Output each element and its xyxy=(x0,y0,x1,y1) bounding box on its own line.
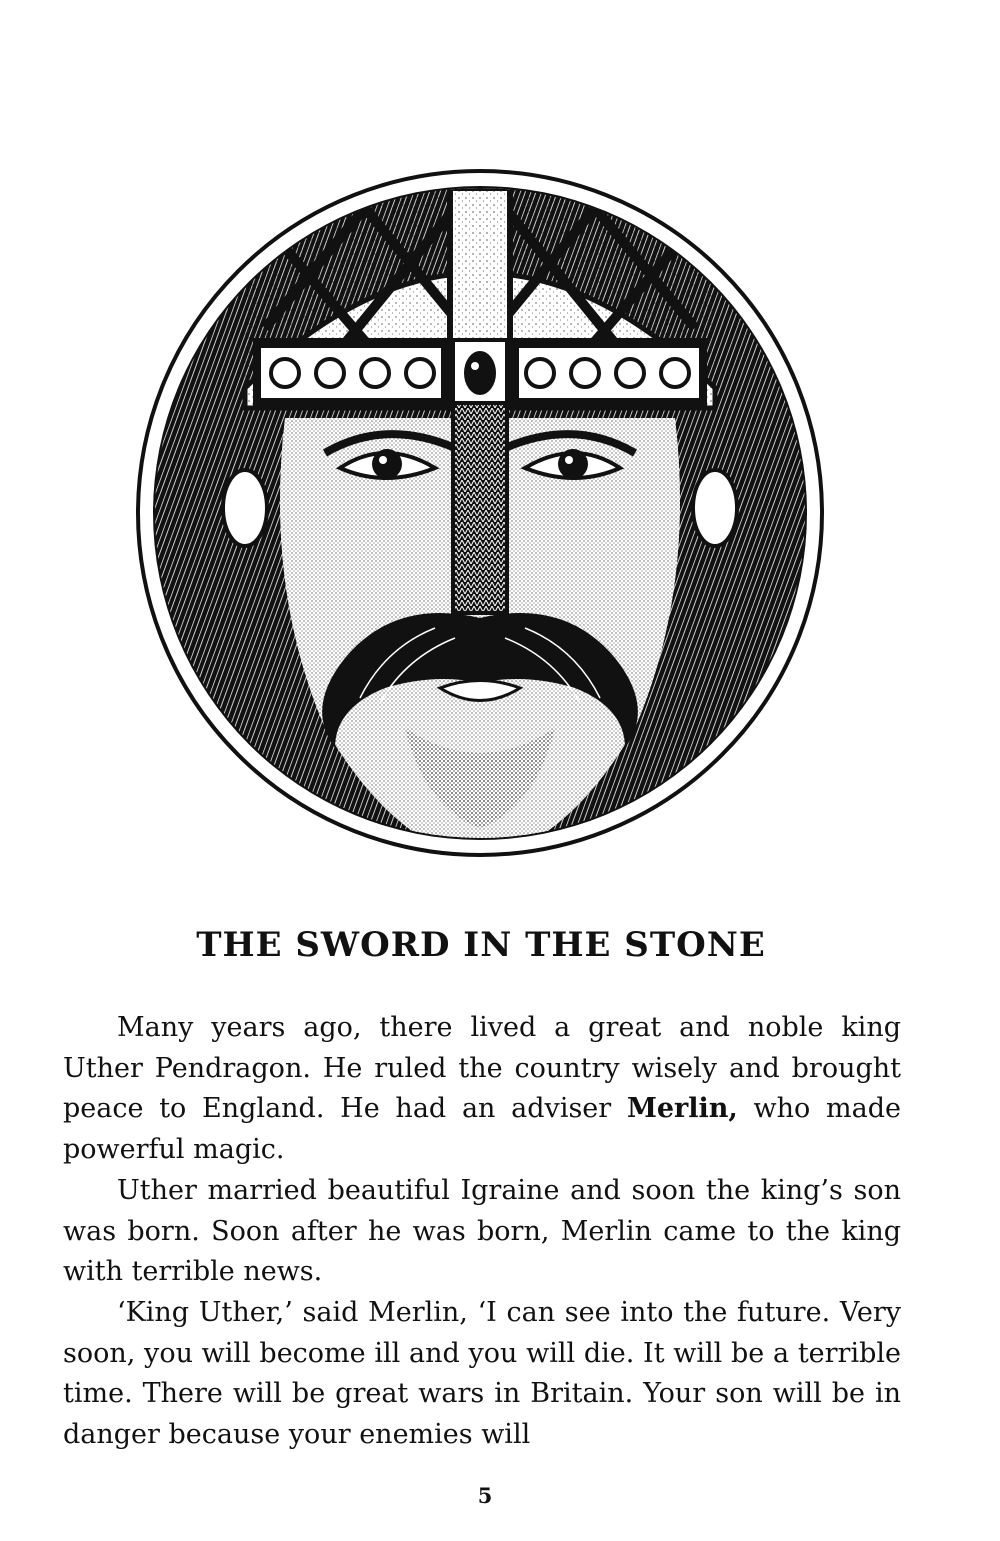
paragraph-1-text-b: who made powerful magic. xyxy=(63,1093,901,1166)
page-number: 5 xyxy=(477,1483,493,1508)
story-body xyxy=(63,1008,901,1456)
story-title: THE SWORD IN THE STONE xyxy=(196,925,766,965)
paragraph-3: ‘King Uther,’ said Merlin, ‘I can see into the future. Very soon, you will become ill and you will die. It will be a terrible time. There will be great wars in Britain. Your son will be in danger because your enemies will xyxy=(63,1296,901,1451)
king-portrait-illustration xyxy=(135,168,825,858)
paragraph-2: Uther married beautiful Igraine and soon the king’s son was born. Soon after he was born, Merlin came to the king with terrible news. xyxy=(63,1174,901,1288)
paragraph-1-text-a: Many years ago, there lived a great and noble king Uther Pendragon. He ruled the country wisely and brought peace to England. He had an adviser xyxy=(63,1012,901,1125)
paragraph-1 xyxy=(63,1008,901,1171)
merlin-name-bold: Merlin, xyxy=(626,1093,738,1125)
